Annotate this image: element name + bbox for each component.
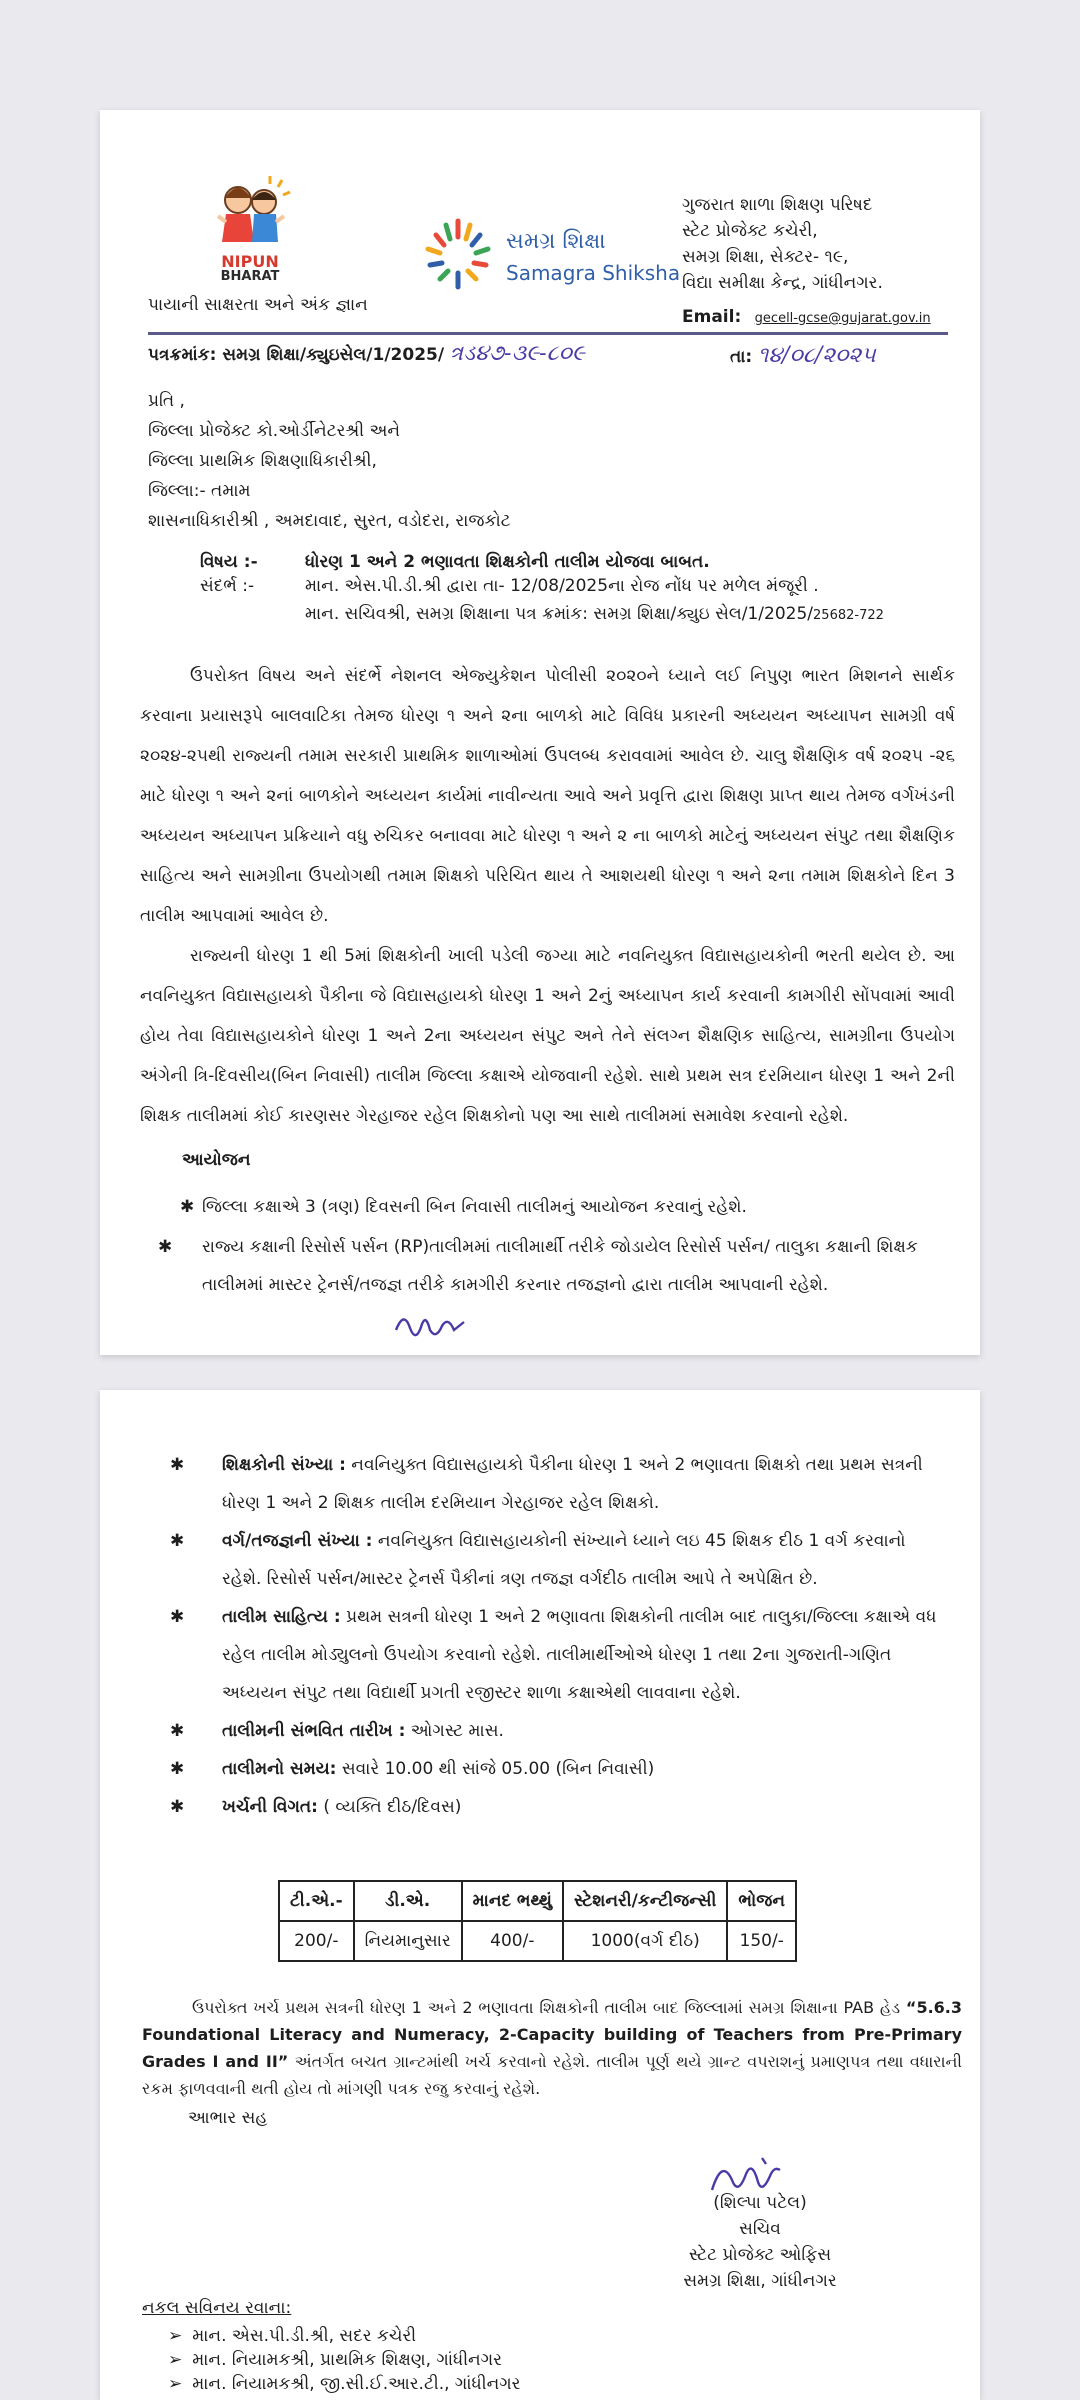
ref-number-label: પત્રક્રમાંક: સમગ્ર શિક્ષા/ક્યુઇસેલ/1/2025/ [148, 345, 445, 365]
aabhar-text: આભાર સહ [188, 2108, 268, 2128]
ref-number-handwritten: ત્રડ૪૭-૩૯-૮૦૯ [449, 341, 585, 366]
recipient-line: જિલ્લા પ્રોજેક્ટ કો.ઓર્ડીનેટરશ્રી અને [148, 421, 401, 441]
bullet-item [158, 1228, 972, 1304]
copy-text: માન. એસ.પી.ડી.શ્રી, સદર કચેરી [192, 2326, 417, 2346]
arrow-bullet-icon: ➢ [168, 2374, 183, 2394]
table-header-cell: ટી.એ.- [279, 1881, 354, 1921]
detail-item [170, 1712, 940, 1750]
org-line: સમગ્ર શિક્ષા, સેક્ટર- ૧૯, [682, 247, 849, 267]
samagra-shiksha-logo [418, 215, 681, 305]
table-header-cell: સ્ટેશનરી/કન્ટીજન્સી [563, 1881, 727, 1921]
detail-label: તાલીમ સાહિત્ય : [222, 1607, 341, 1627]
table-header-cell: માનદ ભથ્થું [462, 1881, 563, 1921]
recipient-line: જિલ્લા:- તમામ [148, 481, 251, 501]
samagra-logo-gujarati: સમગ્ર શિક્ષા [506, 229, 606, 254]
table-cell: 400/- [462, 1921, 563, 1961]
org-address [682, 192, 931, 332]
recipient-line: શાસનાધિકારીશ્રી , અમદાવાદ, સુરત, વડોદરા, રાજકોટ [148, 511, 511, 531]
recipient-line: પ્રતિ , [148, 391, 185, 411]
letter-page-1 [100, 110, 980, 1355]
recipient-line: જિલ્લા પ્રાથમિક શિક્ષણાધિકારીશ્રી, [148, 451, 377, 471]
letter-page-2 [100, 1390, 980, 2400]
bullet-text: રાજ્ય કક્ષાની રિસોર્સ પર્સન (RP)તાલીમમાં તાલીમાર્થી તરીકે જોડાયેલ રિસોર્સ પર્સન/ તાલુકા કક્ષાની શિક્ષક તાલીમમાં માસ્ટર ટ્રેનર્સ/તજજ્ઞ તરીકે કામગીરી કરનાર તજજ્ઞનો દ્વારા તાલીમ આપવાની રહેશે. [202, 1237, 918, 1295]
detail-label: તાલીમની સંભવિત તારીખ : [222, 1721, 406, 1741]
signatory-office: સ્ટેટ પ્રોજેક્ટ ઓફિસ [688, 2245, 832, 2265]
initials-signature-icon [390, 1300, 470, 1350]
copy-list-item [168, 2348, 520, 2372]
detail-item [170, 1750, 940, 1788]
signatory-name: (શિલ્પા પટેલ) [713, 2193, 807, 2213]
detail-text: સવારે 10.00 થી સાંજે 05.00 (બિન નિવાસી) [336, 1759, 655, 1779]
ref-number-line [148, 341, 585, 366]
arrow-bullet-icon: ➢ [168, 2326, 183, 2346]
detail-label: વર્ગ/તજજ્ઞની સંખ્યા : [222, 1531, 373, 1551]
subject-text: ધોરણ 1 અને 2 ભણાવતા શિક્ષકોની તાલીમ યોજવા બાબત. [305, 552, 710, 572]
closing-text-a: ઉપરોક્ત ખર્ચ પ્રથમ સત્રની ધોરણ 1 અને 2 ભણાવતા શિક્ષકોની તાલીમ બાદ જિલ્લામાં સમગ્ર શિક્ષાના PAB હેડ [192, 1998, 901, 2017]
asterisk-bullet-icon: ✱ [158, 1237, 173, 1257]
reference-line-2 [305, 604, 884, 626]
nipun-tagline: પાયાની સાક્ષરતા અને અંક જ્ઞાન [148, 295, 368, 315]
copy-list [168, 2324, 520, 2396]
detail-text: ( વ્યક્તિ દીઠ/દિવસ) [317, 1797, 462, 1817]
detail-text: નવનિયુક્ત વિદ્યાસહાયકો પૈકીના ધોરણ 1 અને 2 ભણાવતા શિક્ષકો તથા પ્રથમ સત્રની ધોરણ 1 અને 2 શિક્ષક તાલીમ દરમિયાન ગેરહાજર રહેલ શિક્ષકો. [222, 1455, 923, 1513]
detail-item [170, 1446, 940, 1522]
bullet-text: જિલ્લા કક્ષાએ 3 (ત્રણ) દિવસની બિન નિવાસી તાલીમનું આયોજન કરવાનું રહેશે. [202, 1197, 747, 1217]
date-label: તા: [730, 347, 753, 367]
recipient-block [148, 386, 511, 536]
nipun-logo-text-1: NIPUN [221, 252, 279, 271]
signatory-org: સમગ્ર શિક્ષા, ગાંધીનગર [683, 2271, 837, 2291]
detail-label: તાલીમનો સમય: [222, 1759, 337, 1779]
asterisk-bullet-icon: ✱ [180, 1197, 195, 1217]
email-line [682, 304, 931, 332]
table-header-row [279, 1881, 796, 1921]
table-header-cell: ડી.એ. [354, 1881, 462, 1921]
aayojan-heading: આયોજન [182, 1150, 251, 1170]
detail-text: ઓગસ્ટ માસ. [405, 1721, 504, 1741]
asterisk-bullet-icon: ✱ [170, 1759, 185, 1779]
reference-line-2-text: માન. સચિવશ્રી, સમગ્ર શિક્ષાના પત્ર ક્રમાંક: સમગ્ર શિક્ષા/ક્યુઇ સેલ/1/2025/ [305, 604, 814, 624]
asterisk-bullet-icon: ✱ [170, 1721, 185, 1741]
table-row [279, 1921, 796, 1961]
asterisk-bullet-icon: ✱ [170, 1607, 185, 1627]
arrow-bullet-icon: ➢ [168, 2350, 183, 2370]
org-line: સ્ટેટ પ્રોજેક્ટ કચેરી, [682, 221, 818, 241]
detail-text: પ્રથમ સત્રની ધોરણ 1 અને 2 ભણાવતા શિક્ષકોની તાલીમ બાદ તાલુકા/જિલ્લા કક્ષાએ વધ રહેલ તાલીમ મોડ્યુલનો ઉપયોગ કરવાનો રહેશે. તાલીમાર્થીઓએ ધોરણ 1 તથા 2ના ગુજરાતી-ગણિત અધ્યયન સંપુટ તથા વિદ્યાર્થી પ્રગતી રજીસ્ટર શાળા કક્ષાએથી લાવવાના રહેશે. [222, 1607, 937, 1703]
email-label: Email: [682, 307, 742, 327]
expense-table [278, 1880, 797, 1962]
subject-label: વિષય :- [200, 552, 258, 572]
email-link[interactable]: gecell-gcse@gujarat.gov.in [754, 311, 931, 326]
table-cell: નિયમાનુસાર [354, 1921, 462, 1961]
samagra-logo-english: Samagra Shiksha [506, 261, 681, 285]
reference-line-1: માન. એસ.પી.ડી.શ્રી દ્વારા તા- 12/08/2025ના રોજ નોંધ પર મળેલ મંજૂરી . [305, 576, 819, 596]
nipun-children-icon [200, 170, 300, 250]
date-line [730, 343, 876, 368]
asterisk-bullet-icon: ✱ [170, 1797, 185, 1817]
table-cell: 200/- [279, 1921, 354, 1961]
detail-item [170, 1598, 940, 1712]
table-cell: 150/- [727, 1921, 796, 1961]
reference-line-2-number: 25682-722 [813, 608, 884, 623]
header-divider [148, 332, 948, 335]
reference-label: સંદર્ભ :- [200, 576, 255, 596]
copy-text: માન. નિયામકશ્રી, પ્રાથમિક શિક્ષણ, ગાંધીનગર [192, 2350, 502, 2370]
nipun-bharat-logo [200, 170, 300, 284]
detail-label: ખર્ચની વિગત: [222, 1797, 318, 1817]
date-handwritten: ૧૪/૦૮/૨૦૨૫ [757, 343, 876, 368]
samagra-emblem-icon [418, 215, 498, 295]
table-cell: 1000(વર્ગ દીઠ) [563, 1921, 727, 1961]
body-paragraph-2: રાજ્યની ધોરણ 1 થી 5માં શિક્ષકોની ખાલી પડેલી જગ્યા માટે નવનિયુક્ત વિદ્યાસહાયકોની ભરતી થયેલ છે. આ નવનિયુક્ત વિદ્યાસહાયકો પૈકીના જે વિદ્યાસહાયકો ધોરણ 1 અને 2નું અધ્યાપન કાર્ય કરવાની કામગીરી સોંપવામાં આવી હોય તેવા વિદ્યાસહાયકોને ધોરણ 1 અને 2ના અધ્યયન સંપુટ અને તેને સંલગ્ન શૈક્ષણિક સાહિત્ય, સામગ્રીના ઉપયોગ અંગેની ત્રિ-દિવસીય(બિન નિવાસી) તાલીમ જિલ્લા કક્ષાએ યોજવાની રહેશે. સાથે પ્રથમ સત્ર દરમિયાન ધોરણ 1 અને 2ની શિક્ષક તાલીમમાં કોઈ કારણસર ગેરહાજર રહેલ શિક્ષકોનો પણ આ સાથે તાલીમમાં સમાવેશ કરવાનો રહેશે. [140, 946, 955, 1126]
copy-text: માન. નિયામકશ્રી, જી.સી.ઈ.આર.ટી., ગાંધીનગર [192, 2374, 521, 2394]
org-line: વિદ્યા સમીક્ષા કેન્દ્ર, ગાંધીનગર. [682, 273, 883, 293]
detail-label: શિક્ષકોની સંખ્યા : [222, 1455, 346, 1475]
closing-text-b: અંતર્ગત બચત ગ્રાન્ટમાંથી ખર્ચ કરવાનો રહેશે. તાલીમ પૂર્ણ થયે ગ્રાન્ટ વપરાશનું પ્રમાણપત્ર તથા વધારાની રકમ ફાળવવાની થતી હોય તો માંગણી પત્રક રજુ કરવાનું રહેશે. [142, 2052, 962, 2098]
signatory-title: સચિવ [739, 2219, 781, 2239]
detail-item [170, 1522, 940, 1598]
org-line: ગુજરાત શાળા શિક્ષણ પરિષદ [682, 195, 873, 215]
closing-text-bold: “5.6.3 Foundational Literacy and Numeracy, 2-Capacity building of Teachers from Pre-Primary Grades I and II” [142, 1998, 962, 2071]
detail-text: નવનિયુક્ત વિદ્યાસહાયકોની સંખ્યાને ધ્યાને લઇ 45 શિક્ષક દીઠ 1 વર્ગ કરવાનો રહેશે. રિસોર્સ પર્સન/માસ્ટર ટ્રેનર્સ પૈકીનાં ત્રણ તજજ્ઞ વર્ગદીઠ તાલીમ આપે તે અપેક્ષિત છે. [222, 1531, 906, 1589]
copy-list-item [168, 2372, 520, 2396]
asterisk-bullet-icon: ✱ [170, 1455, 185, 1475]
copy-list-item [168, 2324, 520, 2348]
detail-item [170, 1788, 940, 1826]
nipun-logo-text-2: BHARAT [220, 269, 280, 284]
closing-paragraph [142, 1994, 962, 2102]
copy-heading: નકલ સવિનય રવાના: [142, 2298, 292, 2318]
bullet-item [180, 1188, 950, 1226]
body-paragraph-1: ઉપરોક્ત વિષય અને સંદર્ભે નેશનલ એજ્યુકેશન પોલીસી ૨૦૨૦ને ધ્યાને લઈ નિપુણ ભારત મિશનને સાર્થક કરવાના પ્રયાસરૂપે બાલવાટિકા તેમજ ધોરણ ૧ અને ૨ના બાળકો માટે વિવિધ પ્રકારની અધ્યયન અધ્યાપન સામગ્રી વર્ષ ૨૦૨૪-૨૫થી રાજ્યની તમામ સરકારી પ્રાથમિક શાળાઓમાં ઉપલબ્ધ કરાવવામાં આવેલ છે. ચાલુ શૈક્ષણિક વર્ષ ૨૦૨૫ -૨૬ માટે ધોરણ ૧ અને ૨નાં બાળકોને અધ્યયન કાર્યમાં નાવીન્યતા આવે અને પ્રવૃત્તિ દ્વારા શિક્ષણ પ્રાપ્ત થાય તેમજ વર્ગખંડની અધ્યયન અધ્યાપન પ્રક્રિયાને વધુ રુચિકર બનાવવા માટે ધોરણ ૧ અને ૨ ના બાળકો માટેનું અધ્યયન સંપુટ તથા શૈક્ષણિક સાહિત્ય અને સામગ્રીના ઉપયોગથી તમામ શિક્ષકો પરિચિત થાય તે આશયથી ધોરણ ૧ અને ૨ના તમામ શિક્ષકોને દિન 3 તાલીમ આપવામાં આવેલ છે. [140, 666, 955, 926]
details-list [170, 1446, 940, 1826]
signatory-block [660, 2190, 860, 2294]
table-header-cell: ભોજન [727, 1881, 796, 1921]
asterisk-bullet-icon: ✱ [170, 1531, 185, 1551]
